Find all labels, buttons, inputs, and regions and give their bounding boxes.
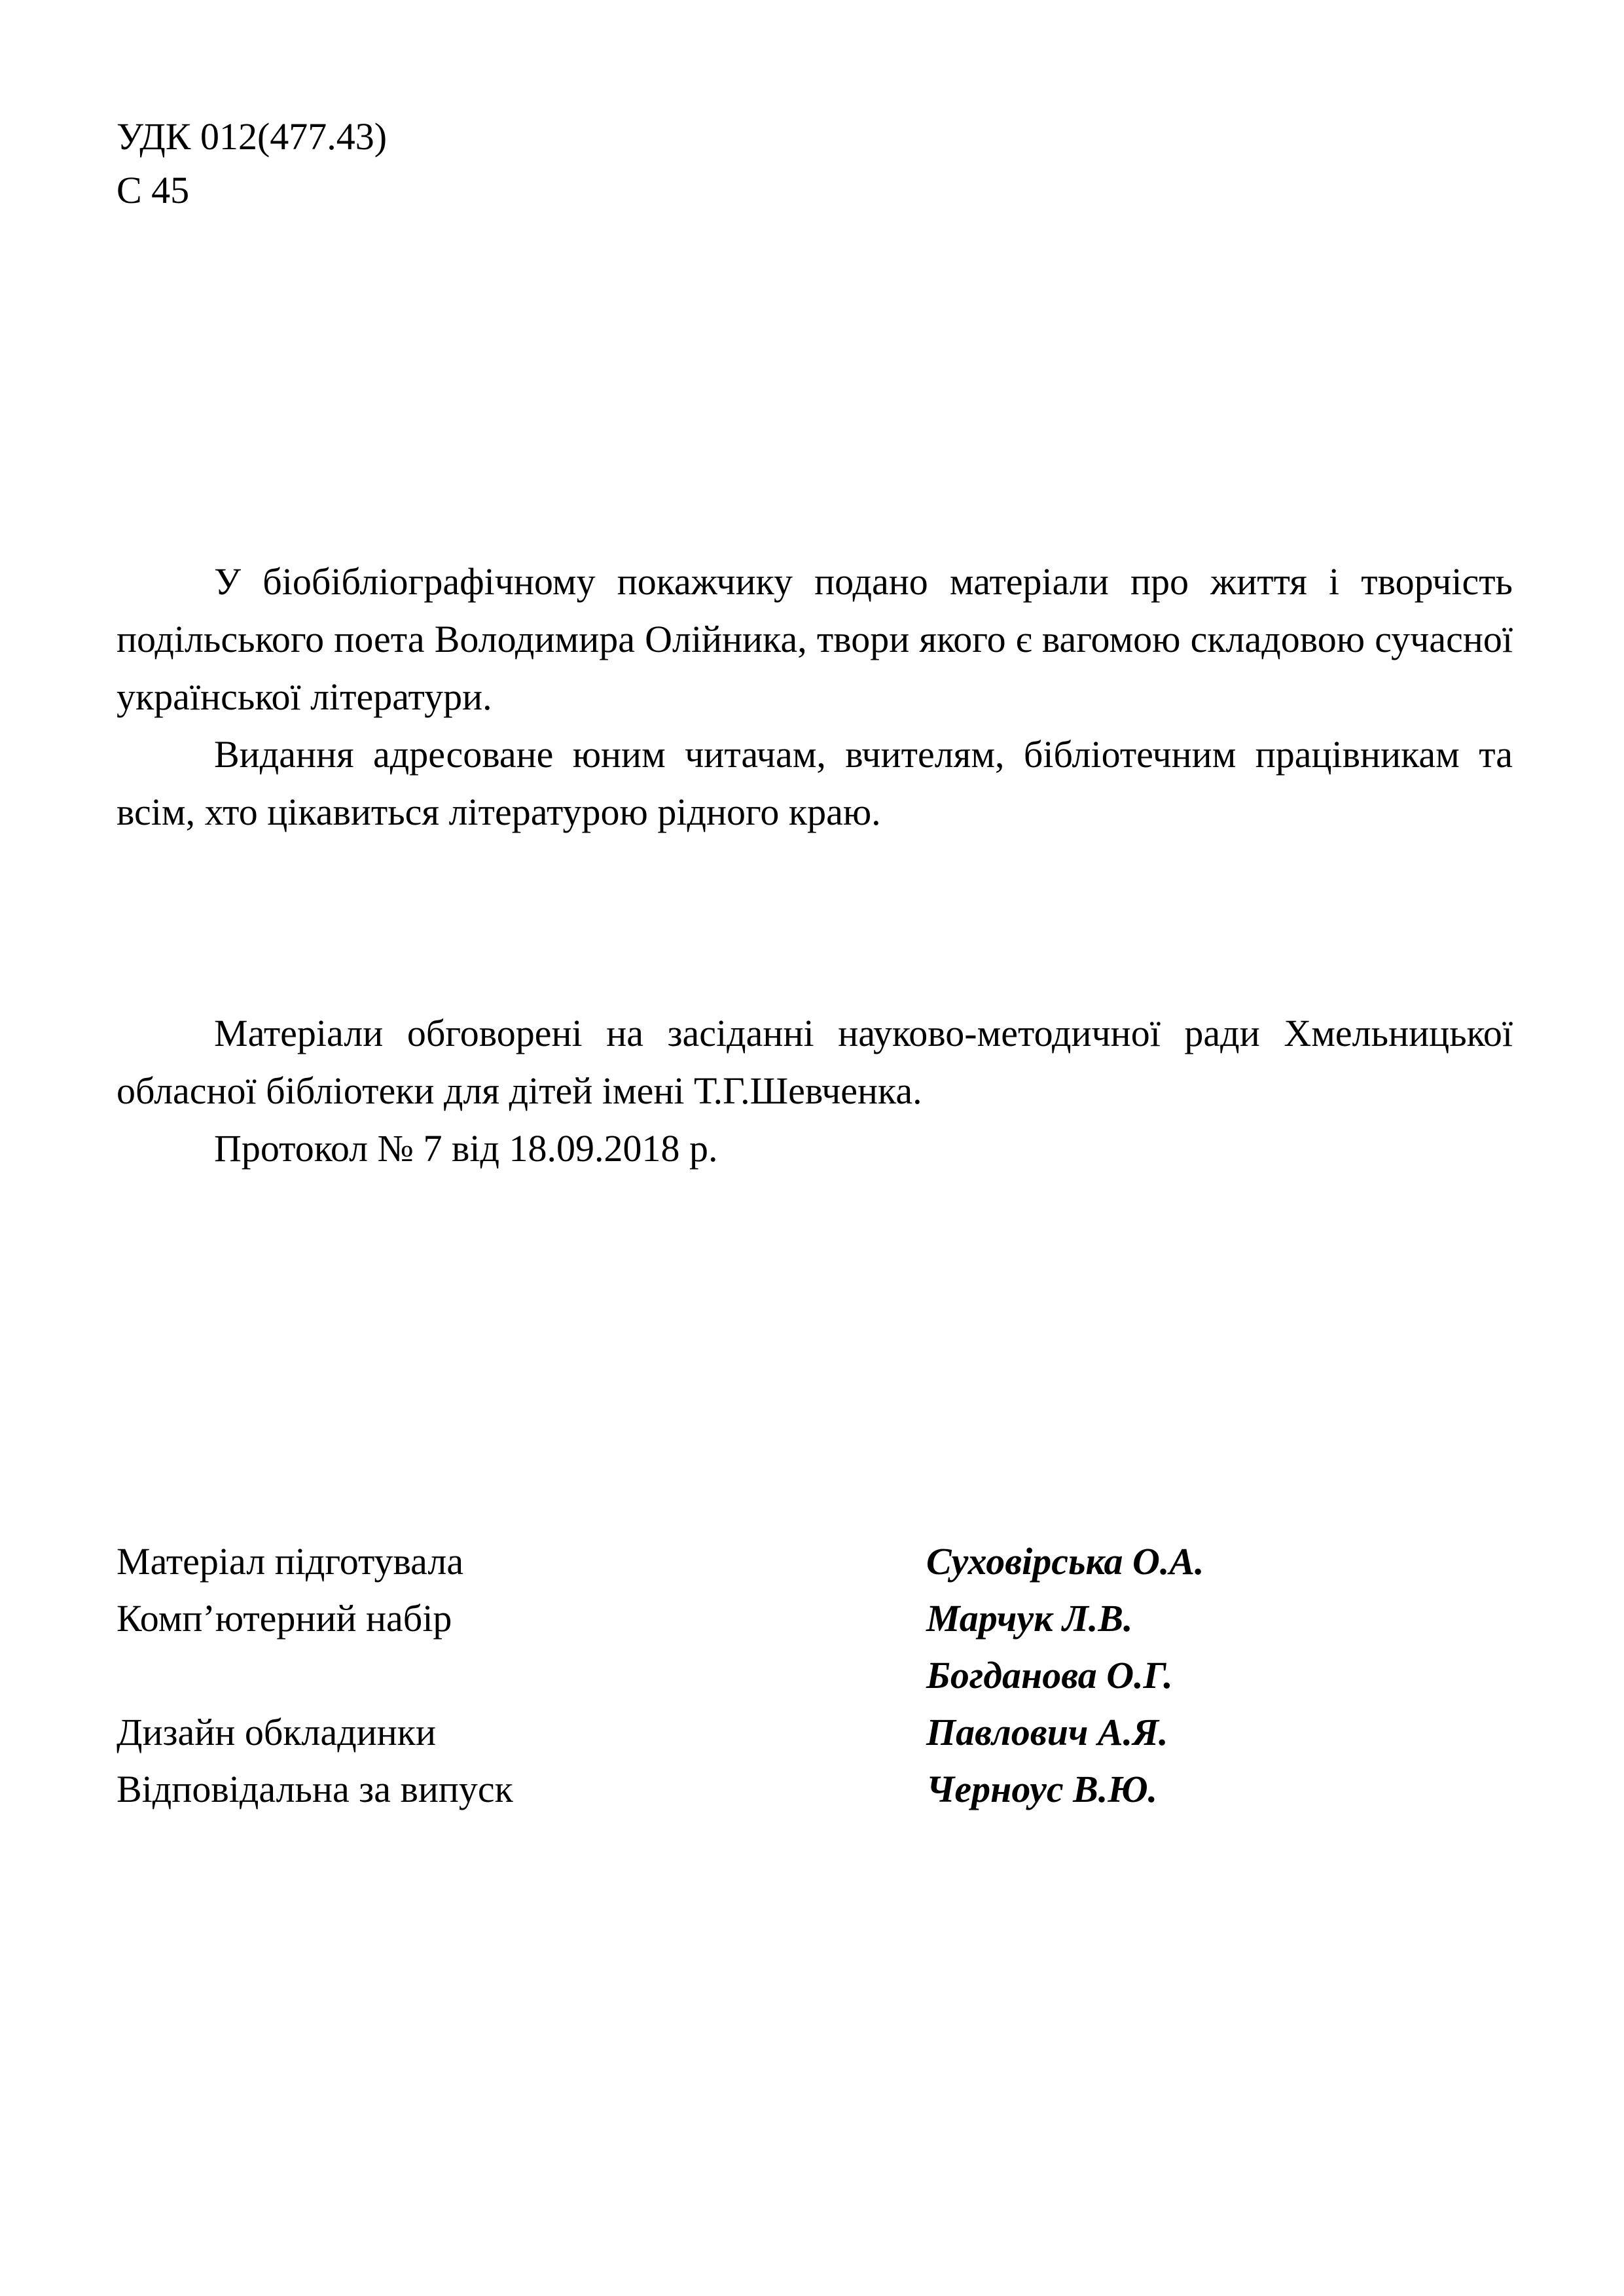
credit-name: Черноус В.Ю. [926,1768,1158,1810]
credit-row-responsible [117,1761,1513,1818]
credit-name: Марчук Л.В. [926,1597,1133,1640]
abstract-paragraph-content: У біобібліографічному покажчику подано матеріали про життя і творчість подільського поета Володимира Олійника, твори якого є вагомою складовою сучасної української літератури. [117,560,1513,718]
credit-row-prepared [117,1533,1513,1590]
credit-row-cover [117,1704,1513,1761]
udk-code: УДК 012(477.43) [117,115,388,158]
abstract-section [117,553,1513,841]
credit-role: Матеріал підготувала [117,1540,464,1583]
credit-name: Богданова О.Г. [926,1654,1173,1696]
credit-role: Відповідальна за випуск [117,1768,513,1810]
author-sign-code: С 45 [117,169,190,211]
credit-row-typeset-second [117,1647,1513,1704]
credit-role: Комп’ютерний набір [117,1597,452,1640]
credit-role: Дизайн обкладинки [117,1711,437,1753]
abstract-paragraph-audience: Видання адресоване юним читачам, вчителям, бібліотечним працівникам та всім, хто цікавиться літературою рідного краю. [117,733,1513,833]
approval-section [117,1005,1513,1177]
classification-header [117,110,387,217]
protocol-line: Протокол № 7 від 18.09.2018 р. [214,1127,718,1170]
credit-row-typeset [117,1590,1513,1647]
credit-name: Павлович А.Я. [926,1711,1168,1753]
approval-paragraph: Матеріали обговорені на засіданні науково-методичної ради Хмельницької обласної бібліотеки для дітей імені Т.Г.Шевченка. [117,1012,1513,1112]
credit-name: Суховірська О.А. [926,1540,1204,1583]
credits-section [117,1533,1513,1818]
